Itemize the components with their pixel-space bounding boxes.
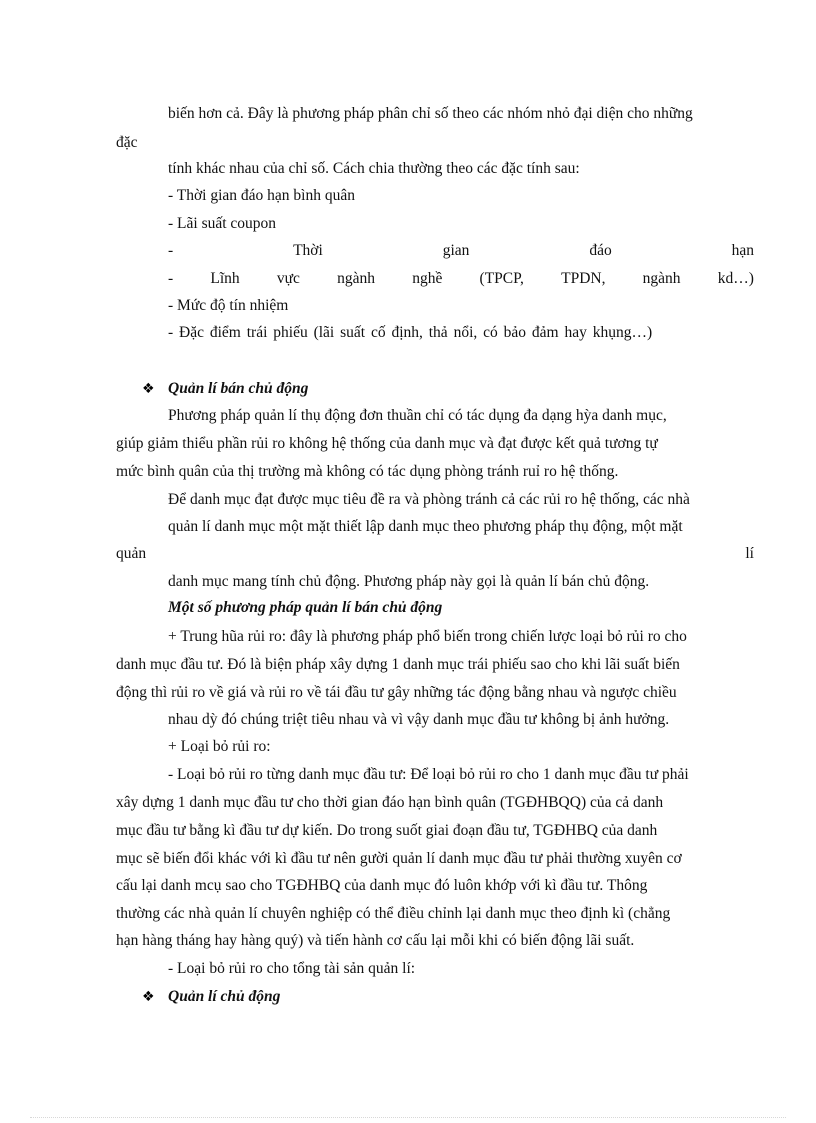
text-line: tính khác nhau của chỉ số. Cách chia thường theo các đặc tính sau: bbox=[168, 160, 580, 177]
word: - bbox=[168, 242, 174, 259]
paragraph-line: mục sẽ biến đổi khác với kì đầu tư nên gười quản lí danh mục đầu tư phải thường xuyên cơ bbox=[116, 850, 682, 867]
paragraph-line: - Loại bỏ rủi ro từng danh mục đầu tư: Để loại bỏ rủi ro cho 1 danh mục đầu tư phải bbox=[168, 766, 689, 783]
word: TPDN, bbox=[561, 270, 606, 287]
text-line: biến hơn cả. Đây là phương pháp phân chỉ số theo các nhóm nhỏ đại diện cho những bbox=[168, 105, 693, 122]
word: lí bbox=[745, 545, 754, 562]
paragraph-line: động thì rủi ro về giá và rủi ro về tái đầu tư gây những tác động bằng nhau và ngược chiều bbox=[116, 684, 677, 701]
subsection-heading: Một số phương pháp quản lí bán chủ động bbox=[168, 599, 443, 616]
paragraph-line: hạn hàng tháng hay hàng quý) và tiến hành cơ cấu lại mỗi khi có biến động lãi suất. bbox=[116, 932, 635, 949]
paragraph-line: mức bình quân của thị trường mà không có tác dụng phòng tránh ruỉ ro hệ thống. bbox=[116, 463, 619, 480]
paragraph-line: cấu lại danh mcụ sao cho TGĐHBQ của danh mục đó luôn khớp với kì đầu tư. Thông bbox=[116, 877, 648, 894]
word: (TPCP, bbox=[479, 270, 524, 287]
paragraph-line: - Loại bỏ rủi ro cho tổng tài sản quản lí: bbox=[168, 960, 416, 977]
word: Thời bbox=[293, 242, 323, 259]
page-bottom-divider bbox=[30, 1117, 786, 1118]
paragraph-line: mục đầu tư bằng kì đầu tư dự kiến. Do trong suốt giai đoạn đầu tư, TGĐHBQ của danh bbox=[116, 822, 658, 839]
list-item: - Thời gian đáo hạn bình quân bbox=[168, 187, 355, 204]
paragraph-line: danh mục đầu tư. Đó là biện pháp xây dựng 1 danh mục trái phiếu sao cho khi lãi suất biến bbox=[116, 656, 680, 673]
paragraph-line: + Trung hũa rủi ro: đây là phương pháp phổ biến trong chiến lược loại bỏ rủi ro cho bbox=[168, 628, 687, 645]
word: ngành bbox=[337, 270, 375, 287]
paragraph-line: Để danh mục đạt được mục tiêu đề ra và phòng tránh cả các rủi ro hệ thống, các nhà bbox=[168, 491, 690, 508]
four-diamond-bullet-icon: ❖ bbox=[142, 381, 155, 397]
list-item-justified bbox=[168, 269, 754, 289]
list-item: - Lãi suất coupon bbox=[168, 215, 277, 232]
word: Lĩnh bbox=[210, 270, 240, 287]
section-heading: Quản lí chủ động bbox=[168, 988, 281, 1005]
word: gian bbox=[442, 242, 470, 259]
paragraph-line: quản lí danh mục một mặt thiết lập danh mục theo phương pháp thụ động, một mặt bbox=[168, 518, 683, 535]
paragraph-line-justified bbox=[116, 544, 754, 564]
word: đáo bbox=[589, 242, 612, 259]
word: nghề bbox=[412, 270, 443, 287]
word: - bbox=[168, 270, 174, 287]
four-diamond-bullet-icon: ❖ bbox=[142, 989, 155, 1005]
paragraph-line: + Loại bỏ rủi ro: bbox=[168, 738, 271, 755]
paragraph-line: nhau dỳ đó chúng triệt tiêu nhau và vì vậy danh mục đầu tư không bị ảnh hưởng. bbox=[168, 711, 670, 728]
word: vực bbox=[276, 270, 300, 287]
list-item: - Đặc điểm trái phiếu (lãi suất cố định, thả nổi, có bảo đảm hay khụng…) bbox=[168, 324, 653, 341]
paragraph-line: thường các nhà quản lí chuyên nghiệp có thể điều chỉnh lại danh mục theo định kì (chẳng bbox=[116, 905, 671, 922]
list-item-justified bbox=[168, 241, 754, 261]
paragraph-line: danh mục mang tính chủ động. Phương pháp này gọi là quản lí bán chủ động. bbox=[168, 573, 650, 590]
paragraph-line: Phương pháp quản lí thụ động đơn thuần chỉ có tác dụng đa dạng hỳa danh mục, bbox=[168, 407, 667, 424]
list-item: - Mức độ tín nhiệm bbox=[168, 297, 289, 314]
paragraph-line: giúp giảm thiểu phần rủi ro không hệ thống của danh mục và đạt được kết quả tương tự bbox=[116, 435, 658, 452]
word: hạn bbox=[731, 242, 754, 259]
section-heading: Quản lí bán chủ động bbox=[168, 380, 309, 397]
word: ngành bbox=[642, 270, 681, 287]
paragraph-line: xây dựng 1 danh mục đầu tư cho thời gian đáo hạn bình quân (TGĐHBQQ) của cả danh bbox=[116, 794, 664, 811]
word: quản bbox=[116, 545, 147, 562]
word: kd…) bbox=[717, 270, 754, 287]
text-line: đặc bbox=[116, 134, 138, 151]
